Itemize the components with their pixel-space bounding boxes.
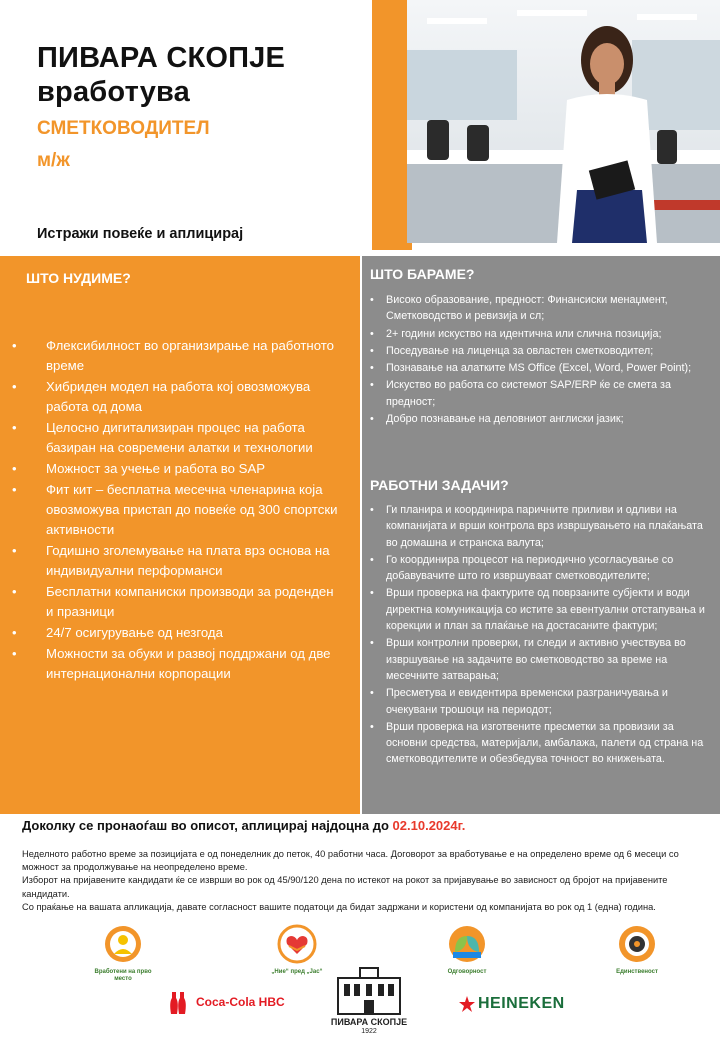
value-badge [92,924,154,983]
position-title: СМЕТКОВОДИТЕЛ [37,118,210,139]
person-icon [103,924,143,964]
list-item: • 2+ години искуство на идентична или слична позиција; [370,326,715,342]
badge-label: „Ние“ пред „Јас“ [271,969,323,975]
fineprint-paragraph: Изборот на пријавените кандидати ќе се изврши во рок од 45/90/120 дена по истекот на рокот за пријавување во зависност од бројот на пријавените кандидати. [22,875,668,899]
requirements-list [370,292,715,428]
apply-deadline-line [22,818,465,833]
offer-list [12,336,342,685]
fineprint-paragraph: Неделното работно време за позицијата е од понеделник до петок, 40 работни часа. Договорот за вработување е на определено време од 6 месеци со можност за продолжување на неопределено време. [22,849,679,873]
deadline-date: 02.10.2024г. [392,818,466,833]
pivara-year: 1922 [361,1028,377,1035]
fineprint-paragraph: Со праќање на вашата апликација, давате согласност вашите податоци да бидат задржани и користени од компанијата во рок од 1 (една) година. [22,901,656,912]
list-item: • Флексибилност во организирање на работното време [12,336,342,376]
photo-illustration [407,0,720,243]
list-item: • Целосно дигитализиран процес на работа базиран на современи алатки и технологии [12,418,342,458]
badge-label: Вработени на прво место [94,969,152,982]
list-item: • Ги планира и координира паричните приливи и одливи на компанијата и врши контрола врз извршувањето на плаќањата во домашна и странска валута; [370,502,715,551]
explore-apply-link[interactable]: Истражи повеќе и аплицирај [37,226,244,242]
list-item: • Врши контролни проверки, ги следи и активно учествува во извршување на задачите во сметководство за време на месечните затварања; [370,635,715,684]
badge-label: Единственост [616,969,658,975]
offer-title: ШТО НУДИМЕ? [26,270,131,286]
list-item: • Хибриден модел на работа кој овозможува работа од дома [12,377,342,417]
brewery-building-icon [330,964,408,1016]
list-item: • Бесплатни компаниски производи за роденден и празници [12,582,342,622]
list-item: • Годишно зголемување на плата врз основа на индивидуални перформанси [12,541,342,581]
list-item: • Можности за обуки и развој поддржани од две интернационални корпорации [12,644,342,684]
list-item: • 24/7 осигурување од незгода [12,623,342,643]
header [0,0,720,250]
pivara-skopje-logo [330,964,408,1040]
cocacola-hbc-logo [166,990,296,1016]
target-icon [617,924,657,964]
list-item: • Добро познавање на деловниот англиски јазик; [370,411,715,427]
heineken-logo [458,990,578,1018]
list-item: • Врши проверка на изготвените пресметки за провизии за основни средства, материјали, амбалажа, палети од страна на сметководителите и обезбедува точност во книжењата. [370,719,715,768]
apply-text: Доколку се пронаоѓаш во описот, аплицирај најдоцна до [22,818,393,833]
value-badge [606,924,668,976]
value-badge [266,924,328,976]
list-item: • Познавање на алатките MS Office (Excel, Word, Power Point); [370,360,715,376]
value-badge [436,924,498,976]
red-star-icon [458,995,476,1013]
list-item: • Го координира процесот на периодично усогласување со добавувачите што го извршуваат сметководителите; [370,552,715,585]
leaf-icon [447,924,487,964]
list-item: • Можност за учење и работа во SAP [12,459,342,479]
fineprint [22,848,712,914]
title-line1: ПИВАРА СКОПЈЕ [37,42,286,74]
heineken-text: HEINEKEN [478,995,565,1012]
title-line2: вработува [37,76,191,108]
bottle-icon [166,990,190,1016]
requirements-title: ШТО БАРАМЕ? [370,266,475,282]
list-item: • Пресметува и евидентира временски разграничувања и очекувани трошоци на периодот; [370,685,715,718]
gender-label: м/ж [37,150,70,171]
office-photo [407,0,720,243]
accent-bar [372,0,412,250]
list-item: • Фит кит – бесплатна месечна членарина која овозможува пристап до повеќе од 300 спортски активности [12,480,342,540]
tasks-list [370,502,715,769]
badge-label: Одговорност [447,969,487,975]
list-item: • Високо образование, предност: Финансиски менаџмент, Сметководство и ревизија и сл; [370,292,715,325]
cocacola-text: Coca-Cola HBC [196,995,285,1009]
list-item: • Врши проверка на фактурите од поврзаните субјекти и води директна комуникација со истите за евентуални отстапувања и корекции и план за плаќање на достасаните фактури; [370,585,715,634]
handshake-heart-icon [277,924,317,964]
pivara-text: ПИВАРА СКОПЈЕ [330,1017,408,1027]
list-item: • Поседување на лиценца за овластен сметководител; [370,343,715,359]
list-item: • Искуство во работа со системот SAP/ERP ќе се смета за предност; [370,377,715,410]
tasks-title: РАБОТНИ ЗАДАЧИ? [370,477,509,493]
